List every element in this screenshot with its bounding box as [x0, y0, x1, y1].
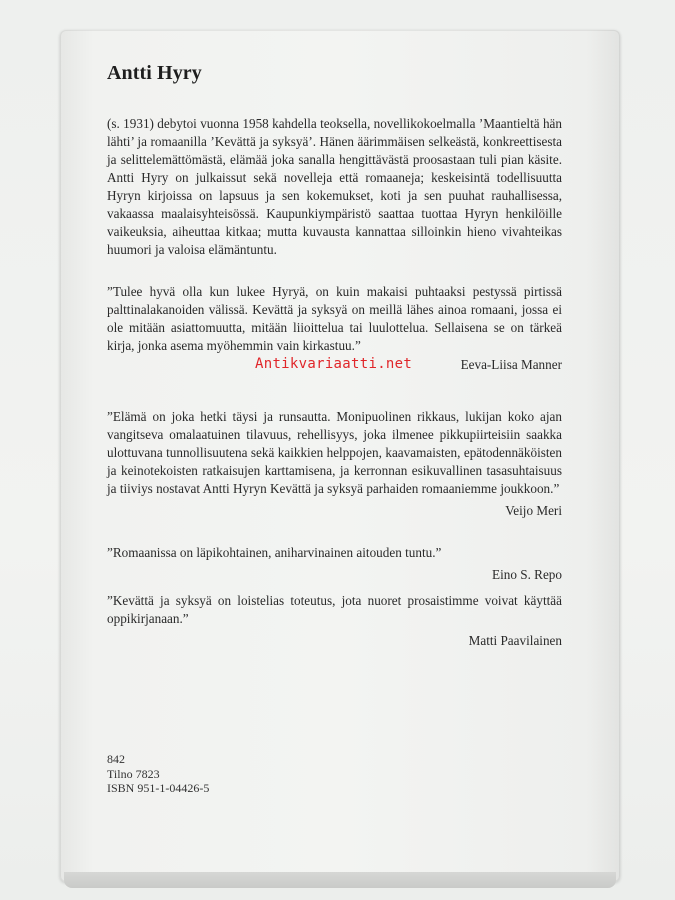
review-quote-1: ”Tulee hyvä olla kun lukee Hyryä, on kuin makaisi puhtaaksi pestyssä pirtissä palttinalakanoiden välissä. Kevättä ja syksyä on meillä lähes ainoa romaani, jossa ei ole mitään asiattomuutta, mitään liioittelua tai luulottelua. Sellaisena se on tärkeä kirja, jonka asema myöhemmin vain kirkastuu.” [107, 284, 562, 353]
cover-text [107, 62, 562, 650]
isbn: ISBN 951-1-04426-5 [107, 781, 210, 795]
author-name: Antti Hyry [107, 62, 202, 84]
book-bottom-edge [64, 872, 616, 888]
class-code: 842 [107, 752, 125, 766]
review-author-2: Veijo Meri [505, 503, 562, 518]
review-quote-3: ”Romaanissa on läpikohtainen, aniharvinainen aitouden tuntu.” [107, 545, 442, 560]
author-bio: (s. 1931) debytoi vuonna 1958 kahdella teoksella, novellikokoelmalla ’Maantieltä hän lähti’ ja romaanilla ’Kevättä ja syksyä’. Hänen äärimmäisen selkeästä, konkreettisesta ja selittelemättömästä, elämää joka sanalla hengittävästä proosastaan tuli pian käsite. Antti Hyry on julkaissut sekä novelleja että romaaneja; keskeisintä todellisuutta Hyryn kirjoissa on lapsuus ja sen kokemukset, koti ja sen puuhat rauhallisessa, vakaassa maalaisyhteisössä. Kaupunkiympäristö saattaa tuottaa Hyryn henkilöille vaikeuksia, aiheuttaa kitkaa; mutta kuvausta kannattaa silloinkin hieno vivahteikas huumori ja valoisa elämäntuntu. [107, 116, 562, 257]
review-quote-2: ”Elämä on joka hetki täysi ja runsautta. Monipuolinen rikkaus, lukijan koko ajan vangitseva omalaatuinen tilavuus, rehellisyys, joka ilmenee pikkupiirteisiin saakka ulottuvana tunnollisuutena sekä kaikkien helppojen, kaavamaisten, epätodennäköisten ja keinotekoisten ratkaisujen karttamisena, ja kerronnan esikuvallinen tasasuhtaisuus ja tiiviys nostavat Antti Hyryn Kevättä ja syksyä parhaiden romaaniemme joukkoon.” [107, 409, 562, 496]
review-author-1: Eeva-Liisa Manner [460, 357, 562, 372]
review-attribution-row-1 [107, 356, 562, 378]
watermark: Antikvariaatti.net [255, 356, 413, 372]
review-author-3: Eino S. Repo [492, 567, 562, 582]
review-author-4: Matti Paavilainen [468, 633, 562, 648]
publication-info [107, 752, 209, 796]
review-quote-4: ”Kevättä ja syksyä on loistelias toteutus, jota nuoret prosaistimme voivat käyttää oppikirjanaan.” [107, 593, 562, 626]
order-number: Tilno 7823 [107, 766, 160, 781]
